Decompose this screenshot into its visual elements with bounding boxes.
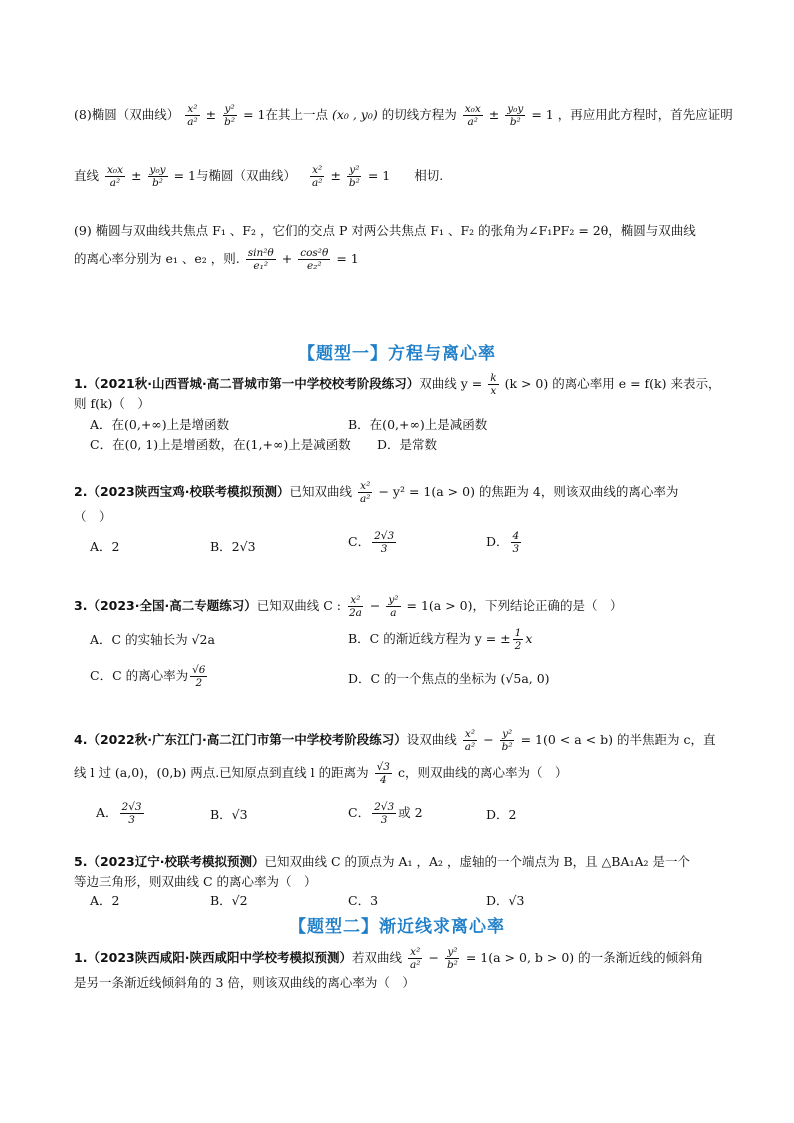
- option-d: D．√3: [486, 893, 525, 908]
- fraction: $\frac{\text{y²}}{\text{b²}}$: [501, 728, 513, 753]
- question-5-stem: 5.（2023辽宁·校联考模拟预测）已知双曲线 C 的顶点为 A₁ ，A₂ ，虚轴的一个端点为 B，且 △BA₁A₂ 是一个: [74, 854, 690, 869]
- question-5-line2: 等边三角形，则双曲线 C 的离心率为（ ）: [74, 874, 317, 889]
- section-title-1: 【题型一】方程与离心率: [298, 344, 496, 364]
- option-b: B．在(0,+∞)上是减函数: [348, 417, 488, 432]
- question-1-stem: 1.（2021秋·山西晋城·高二晋城市第一中学校校考阶段练习）双曲线 y = $\frac{k}{x}$ (k > 0) 的离心率用 e = f(k) 来表示，: [74, 372, 721, 397]
- fraction: $\frac{\text{y₀y}}{\text{b²}}$: [149, 164, 166, 189]
- fraction: $\frac{\text{sin²θ}}{\text{e₁²}}$: [247, 247, 274, 272]
- fraction: $\frac{\text{cos²θ}}{\text{e₂²}}$: [300, 247, 329, 272]
- option-b: B．√2: [210, 893, 248, 908]
- option-c: C．C 的离心率为 $\frac{√6}{2}$: [90, 664, 206, 689]
- fraction: $\frac{√3}{4}$: [376, 761, 390, 786]
- fraction: $\frac{2√3}{3}$: [374, 801, 395, 826]
- option-a: A．在(0,+∞)上是增函数: [90, 417, 230, 432]
- question-1-line2: 则 f(k)（ ）: [74, 396, 150, 411]
- option-d: D．C 的一个焦点的坐标为 (√5a, 0): [348, 671, 550, 686]
- option-a: A．2: [90, 893, 120, 908]
- fraction: $\frac{2√3}{3}$: [121, 801, 142, 826]
- question-2-line2: （ ）: [74, 509, 112, 524]
- option-c: C． $\frac{2√3}{3}$: [348, 530, 395, 555]
- fraction: $\frac{\text{x₀x}}{\text{a²}}$: [464, 103, 481, 128]
- option-b: B．2√3: [210, 539, 256, 554]
- item8-line2: 直线 $\frac{\text{x₀x}}{\text{a²}}$ ± $\frac{\text{y₀y}}{\text{b²}}$ = 1与椭圆（双曲线） $\frac{\text{x²}}{\text{a²}}$ ± $\frac{\text{y²}}{\text{b²}}$ = 1 相切.: [74, 164, 444, 189]
- fraction: $\frac{4}{3}$: [512, 530, 520, 555]
- fraction: $\frac{√6}{2}$: [192, 664, 206, 689]
- fraction: $\frac{\text{x²}}{2a}$: [348, 594, 362, 619]
- fraction: $\frac{\text{y²}}{\text{b²}}$: [224, 103, 236, 128]
- fraction: $\frac{\text{x²}}{\text{a²}}$: [187, 103, 198, 128]
- option-d: D．是常数: [377, 437, 438, 452]
- option-d: D．2: [486, 807, 517, 822]
- fraction: $\frac{\text{x²}}{\text{a²}}$: [410, 946, 421, 971]
- fraction: $\frac{\text{y²}}{\text{b²}}$: [348, 164, 360, 189]
- fraction: $\frac{1}{2}$: [514, 627, 522, 652]
- fraction: $\frac{\text{y²}}{\text{b²}}$: [446, 946, 458, 971]
- question-2-stem: 2.（2023陕西宝鸡·校联考模拟预测）已知双曲线 $\frac{\text{x²}}{\text{a²}}$ − y² = 1(a > 0) 的焦距为 4，则该双曲线的离心率为: [74, 480, 679, 505]
- fraction: $\frac{\text{x²}}{\text{a²}}$: [464, 728, 476, 753]
- option-c: C． $\frac{2√3}{3}$ 或 2: [348, 801, 423, 826]
- option-a: A．2: [90, 539, 120, 554]
- option-b: B．√3: [210, 807, 248, 822]
- option-a: A．C 的实轴长为 √2a: [90, 632, 215, 647]
- section-title-2: 【题型二】渐近线求离心率: [289, 917, 505, 937]
- item8-line1: (8)椭圆（双曲线） $\frac{\text{x²}}{\text{a²}}$ ± $\frac{\text{y²}}{\text{b²}}$ = 1在其上一点 (x₀ , y₀) 的切线方程为 $\frac{\text{x₀x}}{\text{a²}}$ ± $\frac{\text{y₀y}}{\text{b²}}$ = 1 ，再应用此方程时，首先应证明: [74, 103, 733, 128]
- item9-line1: (9) 椭圆与双曲线共焦点 F₁ 、F₂ ，它们的交点 P 对两公共焦点 F₁ 、F₂ 的张角为∠F₁PF₂ = 2θ，椭圆与双曲线: [74, 223, 696, 238]
- option-b: B．C 的渐近线方程为 y = ± $\frac{1}{2}$ x: [348, 627, 533, 652]
- option-c: C．3: [348, 893, 379, 908]
- fraction: $\frac{2√3}{3}$: [374, 530, 395, 555]
- fraction: $\frac{\text{y²}}{a}$: [388, 594, 399, 619]
- fraction: $\frac{\text{x₀x}}{\text{a²}}$: [107, 164, 124, 189]
- fraction: $\frac{\text{x²}}{\text{a²}}$: [360, 480, 371, 505]
- question-3-stem: 3.（2023·全国·高二专题练习）已知双曲线 C : $\frac{\text{x²}}{2a}$ − $\frac{\text{y²}}{a}$ = 1(a > 0)，下列结论正确的是（ ）: [74, 594, 623, 619]
- question-4-stem: 4.（2022秋·广东江门·高二江门市第一中学校考阶段练习）设双曲线 $\frac{\text{x²}}{\text{a²}}$ − $\frac{\text{y²}}{\text{b²}}$ = 1(0 < a < b) 的半焦距为 c，直: [74, 728, 716, 753]
- option-a: A． $\frac{2√3}{3}$: [96, 801, 142, 826]
- fraction: $\frac{\text{x²}}{\text{a²}}$: [311, 164, 323, 189]
- section2-question-1-stem: 1.（2023陕西咸阳·陕西咸阳中学校考模拟预测）若双曲线 $\frac{\text{x²}}{\text{a²}}$ − $\frac{\text{y²}}{\text{b²}}$ = 1(a > 0, b > 0) 的一条渐近线的倾斜角: [74, 946, 704, 971]
- item8-text: (8)椭圆（双曲线）: [74, 107, 180, 122]
- fraction: $\frac{\text{y₀y}}{\text{b²}}$: [507, 103, 524, 128]
- option-c: C．在(0, 1)上是增函数，在(1,+∞)上是减函数: [90, 437, 351, 452]
- section2-question-1-line2: 是另一条渐近线倾斜角的 3 倍，则该双曲线的离心率为（ ）: [74, 975, 415, 990]
- item9-line2: 的离心率分别为 e₁ 、e₂ ，则. $\frac{\text{sin²θ}}{\text{e₁²}}$ + $\frac{\text{cos²θ}}{\text{e₂²}}$ = 1: [74, 247, 359, 272]
- question-4-line2: 线 l 过 (a,0)，(0,b) 两点.已知原点到直线 l 的距离为 $\frac{√3}{4}$ c，则双曲线的离心率为（ ）: [74, 761, 568, 786]
- option-d: D． $\frac{4}{3}$: [486, 530, 520, 555]
- fraction: $\frac{k}{x}$: [490, 372, 497, 397]
